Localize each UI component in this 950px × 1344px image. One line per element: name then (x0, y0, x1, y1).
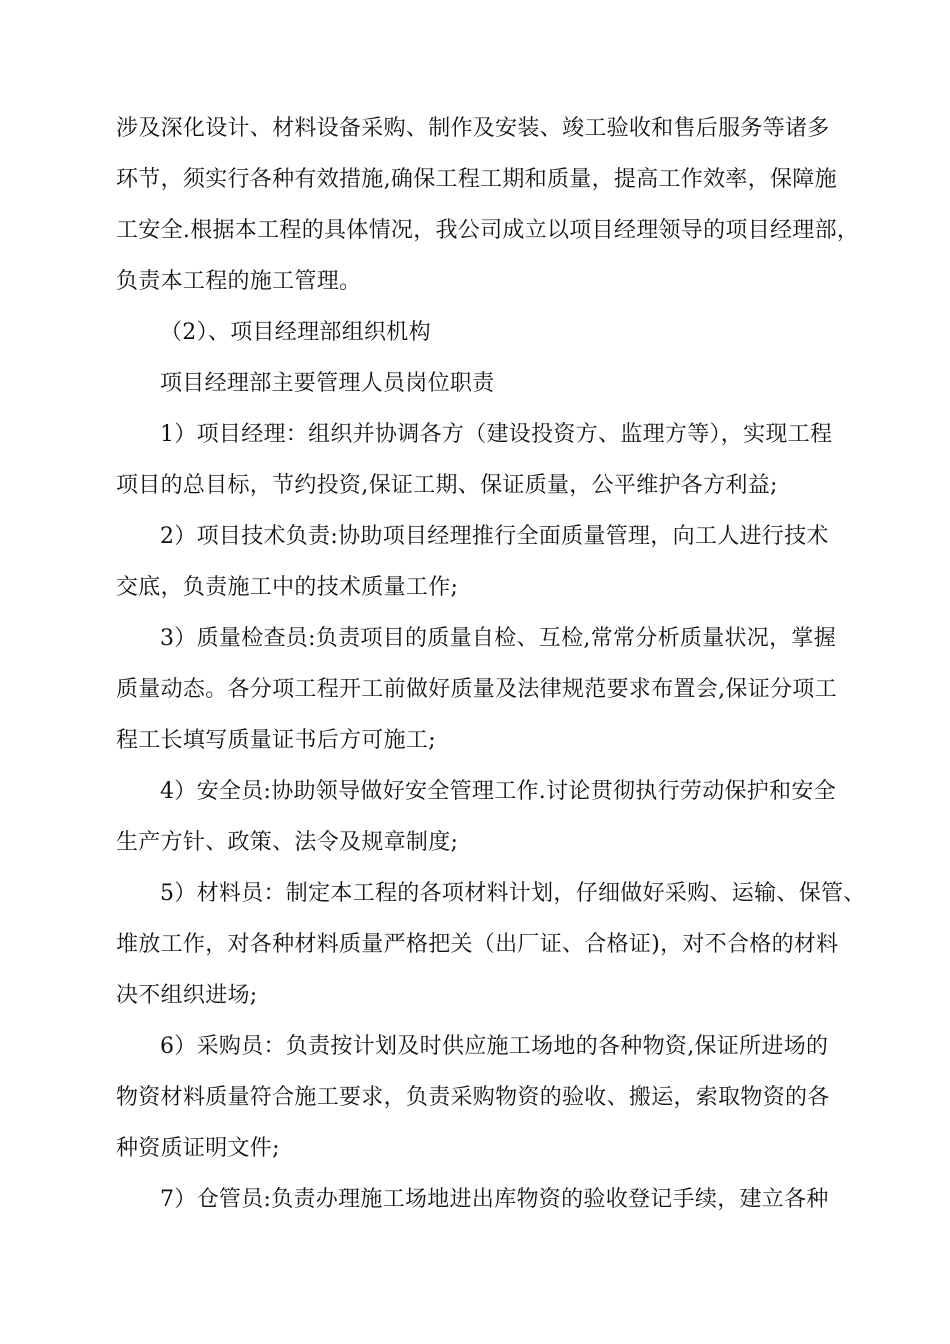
text-line: 工安全.根据本工程的具体情况，我公司成立以项目经理领导的项目经理部， (116, 218, 860, 243)
text-line: 交底，负责施工中的技术质量工作; (116, 575, 459, 600)
text-line: 3）质量检查员:负责项目的质量自检、互检,常常分析质量状况，掌握 (160, 626, 837, 651)
text-line: 环节，须实行各种有效措施,确保工程工期和质量，提高工作效率，保障施 (116, 167, 837, 192)
text-line: 4）安全员:协助领导做好安全管理工作.讨论贯彻执行劳动保护和安全 (160, 779, 837, 804)
text-line: 7）仓管员:负责办理施工场地进出库物资的验收登记手续，建立各种 (160, 1187, 829, 1212)
text-line: 负责本工程的施工管理。 (116, 269, 362, 294)
text-line: 决不组织进场; (116, 983, 258, 1008)
text-line: 生产方针、政策、法令及规章制度; (116, 830, 459, 855)
text-line: 种资质证明文件; (116, 1136, 280, 1161)
text-line: 堆放工作，对各种材料质量严格把关（出厂证、合格证)，对不合格的材料 (116, 932, 839, 957)
text-line: 2）项目技术负责:协助项目经理推行全面质量管理，向工人进行技术 (160, 524, 829, 549)
section-heading: （2）、项目经理部组织机构 (160, 320, 431, 345)
text-line: 项目的总目标，节约投资,保证工期、保证质量，公平维护各方利益; (116, 473, 778, 498)
subsection-heading: 项目经理部主要管理人员岗位职责 (160, 371, 495, 396)
text-line: 1）项目经理：组织并协调各方（建设投资方、监理方等），实现工程 (160, 422, 833, 447)
text-line: 程工长填写质量证书后方可施工; (116, 728, 436, 753)
text-line: 物资材料质量符合施工要求，负责采购物资的验收、搬运，索取物资的各 (116, 1085, 830, 1110)
text-line: 6）采购员：负责按计划及时供应施工场地的各种物资,保证所进场的 (160, 1034, 829, 1059)
text-line: 5）材料员：制定本工程的各项材料计划，仔细做好采购、运输、保管、 (160, 881, 866, 906)
text-line: 质量动态。各分项工程开工前做好质量及法律规范要求布置会,保证分项工 (116, 677, 837, 702)
text-line: 涉及深化设计、材料设备采购、制作及安装、竣工验收和售后服务等诸多 (116, 116, 830, 141)
